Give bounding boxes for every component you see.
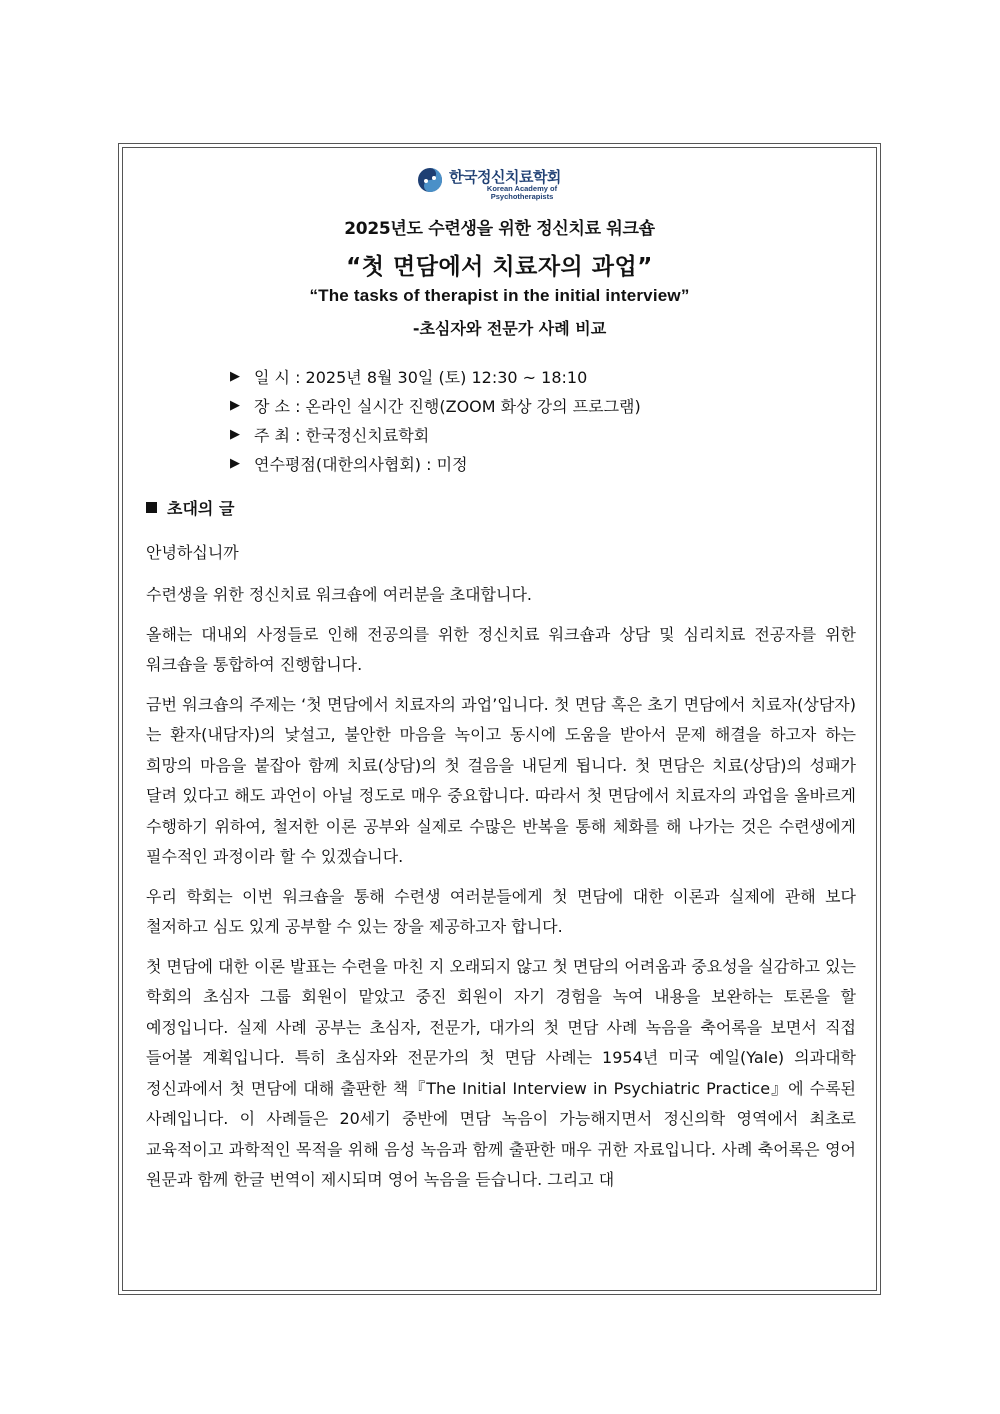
logo-name-english bbox=[477, 185, 567, 201]
invitation-section-heading bbox=[146, 496, 234, 519]
event-info-host bbox=[230, 420, 641, 449]
event-info-venue-text: 장 소 : 온라인 실시간 진행(ZOOM 화상 강의 프로그램) bbox=[254, 397, 641, 416]
body-paragraph: 금번 워크숍의 주제는 ‘첫 면담에서 치료자의 과업’입니다. 첫 면담 혹은 초기 면담에서 치료자(상담자)는 환자(내담자)의 낯설고, 불안한 마음을 녹이고 동시에 도움을 받아서 문제 해결을 하고자 하는 희망의 마음을 붙잡아 함께 치료(상담)의 첫 걸음을 내딛게 됩니다. 첫 면담은 치료(상담)의 성패가 달려 있다고 해도 과언이 아닐 정도로 매우 중요합니다. 따라서 첫 면담에서 치료자의 과업을 올바르게 수행하기 위하여, 철저한 이론 공부와 실제로 수많은 반복을 통해 체화를 해 나가는 것은 수련생에게 필수적인 과정이라 할 수 있겠습니다. bbox=[146, 694, 856, 866]
triangle-bullet-icon: ▶ bbox=[230, 369, 240, 384]
event-info-date-text: 일 시 : 2025년 8월 30일 (토) 12:30 ~ 18:10 bbox=[254, 368, 588, 387]
workshop-title-sub: -초심자와 전문가 사례 비교 bbox=[412, 319, 607, 338]
logo-name-korean: 한국정신치료학회 bbox=[449, 168, 561, 186]
event-info-host-text: 주 최 : 한국정신치료학회 bbox=[254, 426, 430, 445]
event-info-credits-text: 연수평점(대한의사협회) : 미정 bbox=[254, 455, 468, 474]
workshop-title-english: “The tasks of therapist in the initial interview” bbox=[309, 286, 690, 305]
event-info-list bbox=[230, 362, 641, 478]
triangle-bullet-icon: ▶ bbox=[230, 456, 240, 471]
event-info-date bbox=[230, 362, 641, 391]
workshop-title: “첫 면담에서 치료자의 과업” bbox=[346, 254, 653, 280]
society-logo-mark-icon bbox=[417, 167, 443, 193]
square-bullet-icon bbox=[146, 502, 157, 513]
triangle-bullet-icon: ▶ bbox=[230, 427, 240, 442]
triangle-bullet-icon: ▶ bbox=[230, 398, 240, 413]
body-paragraph: 올해는 대내외 사정들로 인해 전공의를 위한 정신치료 워크숍과 상담 및 심리치료 전공자를 위한 워크숍을 통합하여 진행합니다. bbox=[146, 624, 856, 674]
body-paragraph: 수련생을 위한 정신치료 워크숍에 여러분을 초대합니다. bbox=[146, 585, 533, 604]
greeting: 안녕하십니까 bbox=[146, 543, 239, 562]
body-paragraph: 우리 학회는 이번 워크숍을 통해 수련생 여러분들에게 첫 면담에 대한 이론과 실제에 관해 보다 철저하고 심도 있게 공부할 수 있는 장을 제공하고자 합니다. bbox=[146, 886, 856, 936]
society-logo bbox=[417, 163, 587, 207]
logo-name-english-line2: Psychotherapists bbox=[490, 192, 554, 201]
event-info-credits bbox=[230, 449, 641, 478]
workshop-subtitle: 2025년도 수련생을 위한 정신치료 워크숍 bbox=[344, 219, 655, 239]
invitation-body bbox=[146, 580, 856, 1196]
invitation-heading-text: 초대의 글 bbox=[167, 499, 235, 518]
body-paragraph: 첫 면담에 대한 이론 발표는 수련을 마친 지 오래되지 않고 첫 면담의 어려움과 중요성을 실감하고 있는 학회의 초심자 그룹 회원이 맡았고 중진 회원이 자기 경험을 녹여 내용을 보완하는 토론을 할 예정입니다. 실제 사례 공부는 초심자, 전문가, 대가의 첫 면담 사례 녹음을 축어록을 보면서 직접 들어볼 계획입니다. 특히 초심자와 전문가의 첫 면담 사례는 1954년 미국 예일(Yale) 의과대학 정신과에서 첫 면담에 대해 출판한 책『The Initial Interview in Psychiatric Practice』에 수록된 사례입니다. 이 사례들은 20세기 중반에 면담 녹음이 가능해지면서 정신의학 영역에서 최초로 교육적이고 과학적인 목적을 위해 음성 녹음과 함께 출판한 매우 귀한 자료입니다. 사례 축어록은 영어 원문과 함께 한글 번역이 제시되며 영어 녹음을 듣습니다. 그리고 대 bbox=[146, 956, 856, 1189]
logo-name-english-line1: Korean Academy of bbox=[486, 184, 558, 193]
event-info-venue bbox=[230, 391, 641, 420]
